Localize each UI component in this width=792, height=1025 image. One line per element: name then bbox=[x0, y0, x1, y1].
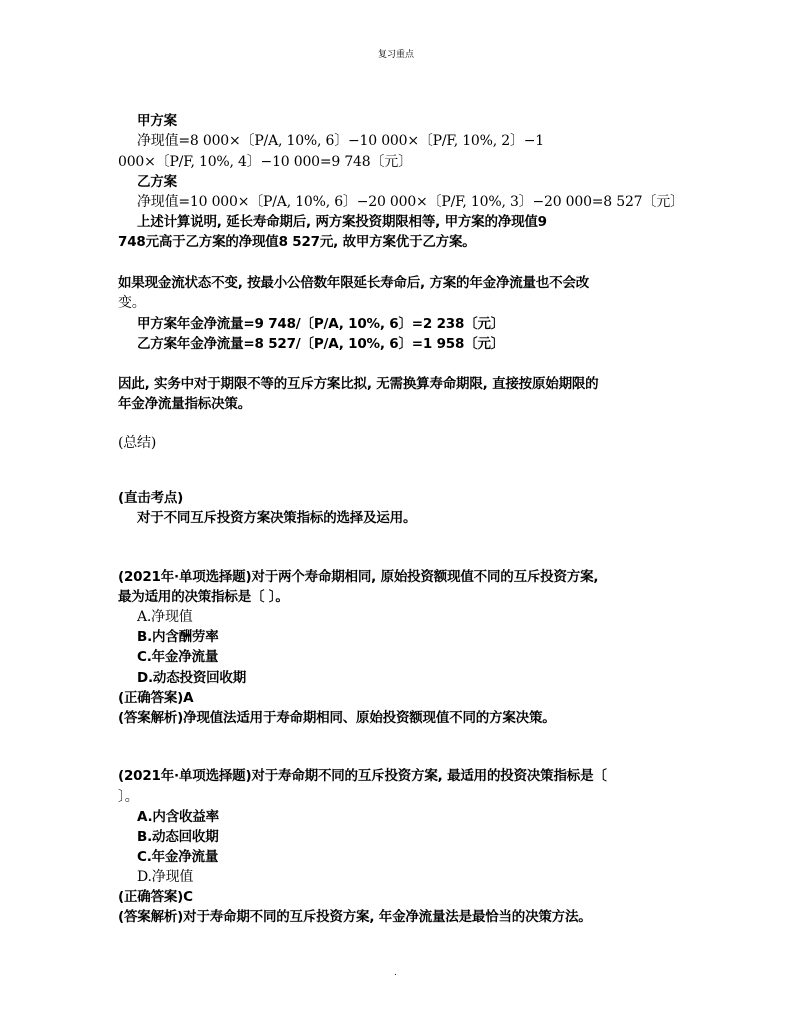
page-header: 复习重点 bbox=[377, 50, 414, 60]
plan-a-npv-line-1: 净现值=8 000×〔P/A, 10%, 6〕−10 000×〔P/F, 10%, 2〕−1 bbox=[137, 133, 544, 149]
question-2-option: A.内含收益率 bbox=[137, 809, 219, 825]
annual-flow-intro-line-2: 变。 bbox=[118, 295, 146, 311]
question-1-stem-line-2: 最为适用的决策指标是〔 〕。 bbox=[118, 589, 289, 605]
question-2-option: C.年金净流量 bbox=[137, 849, 219, 865]
key-point-text: 对于不同互斥投资方案决策指标的选择及运用。 bbox=[137, 510, 417, 526]
conclusion-line-1: 上述计算说明, 延长寿命期后, 两方案投资期限相等, 甲方案的净现值9 bbox=[137, 214, 547, 230]
plan-a-title: 甲方案 bbox=[137, 113, 177, 129]
question-2-answer: (正确答案)C bbox=[118, 889, 193, 905]
question-2-stem-line-2: 〕。 bbox=[118, 789, 139, 805]
question-1-option: A.净现值 bbox=[137, 609, 193, 625]
question-2-option: D.净现值 bbox=[137, 869, 194, 885]
plan-a-annual-flow: 甲方案年金净流量=9 748/〔P/A, 10%, 6〕=2 238〔元〕 bbox=[137, 316, 505, 332]
practice-note-line-2: 年金净流量指标决策。 bbox=[118, 396, 251, 412]
question-1-answer: (正确答案)A bbox=[118, 690, 194, 706]
plan-a-npv-line-2: 000×〔P/F, 10%, 4〕−10 000=9 748〔元〕 bbox=[118, 154, 412, 170]
plan-b-npv-line: 净现值=10 000×〔P/A, 10%, 6〕−20 000×〔P/F, 10%, 3〕−20 000=8 527〔元〕 bbox=[137, 194, 684, 210]
conclusion-line-2: 748元高于乙方案的净现值8 527元, 故甲方案优于乙方案。 bbox=[118, 234, 476, 250]
summary-label: (总结) bbox=[118, 435, 157, 451]
question-1-analysis: (答案解析)净现值法适用于寿命期相同、原始投资额现值不同的方案决策。 bbox=[118, 710, 556, 726]
annual-flow-intro-line-1: 如果现金流状态不变, 按最小公倍数年限延长寿命后, 方案的年金净流量也不会改 bbox=[118, 275, 590, 291]
key-point-label: (直击考点) bbox=[118, 490, 184, 506]
question-1-stem-line-1: (2021年·单项选择题)对于两个寿命期相同, 原始投资额现值不同的互斥投资方案, bbox=[118, 569, 599, 585]
question-1-option: D.动态投资回收期 bbox=[137, 670, 247, 686]
question-1-option: C.年金净流量 bbox=[137, 649, 219, 665]
question-1-option: B.内含酬劳率 bbox=[137, 629, 219, 645]
practice-note-line-1: 因此, 实务中对于期限不等的互斥方案比拟, 无需换算寿命期限, 直接按原始期限的 bbox=[118, 376, 599, 392]
page-footer-mark: . bbox=[394, 968, 397, 978]
plan-b-annual-flow: 乙方案年金净流量=8 527/〔P/A, 10%, 6〕=1 958〔元〕 bbox=[137, 336, 505, 352]
question-2-analysis: (答案解析)对于寿命期不同的互斥投资方案, 年金净流量法是最恰当的决策方法。 bbox=[118, 909, 592, 925]
plan-b-title: 乙方案 bbox=[137, 174, 177, 190]
question-2-stem-line-1: (2021年·单项选择题)对于寿命期不同的互斥投资方案, 最适用的投资决策指标是〔 bbox=[118, 768, 607, 784]
question-2-option: B.动态回收期 bbox=[137, 829, 219, 845]
